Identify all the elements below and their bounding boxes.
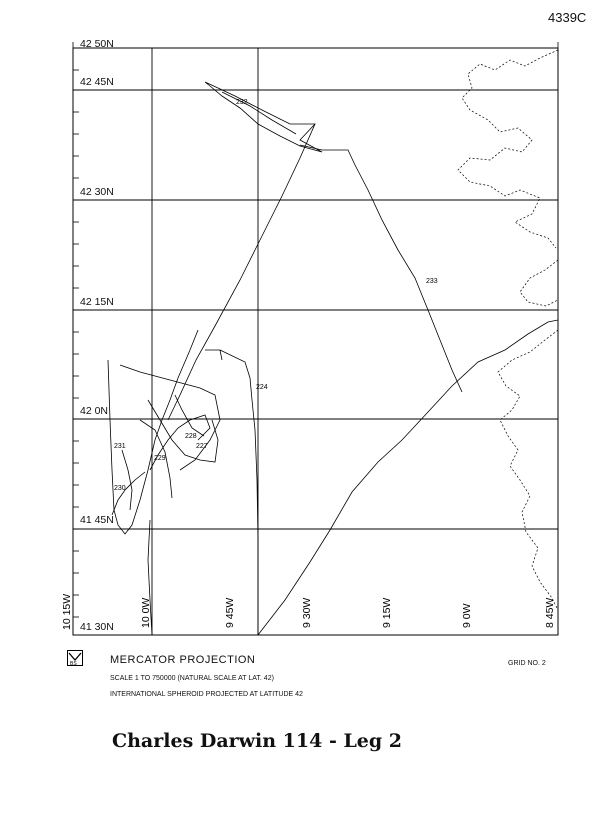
track-label-233: 233	[426, 278, 438, 285]
lat-label-42-50N: 42 50N	[80, 38, 114, 50]
track-leg-southeast	[258, 320, 558, 635]
bs-logo-icon	[67, 650, 83, 666]
lat-label-42-30N: 42 30N	[80, 186, 114, 198]
lon-label-8-45W: 8 45W	[544, 597, 556, 628]
track-transect	[168, 124, 315, 420]
coastline	[458, 50, 558, 610]
grid-number: GRID NO. 2	[508, 660, 546, 667]
projection-scale: SCALE 1 TO 750000 (NATURAL SCALE AT LAT. 42)	[110, 675, 274, 682]
track-label-224: 224	[256, 384, 268, 391]
svg-text:BS: BS	[70, 661, 77, 666]
lat-label-41-45N: 41 45N	[80, 514, 114, 526]
lat-label-42-15N: 42 15N	[80, 296, 114, 308]
lat-label-41-30N: 41 30N	[80, 621, 114, 633]
ship-track	[108, 82, 558, 635]
document-id: 4339C	[548, 10, 587, 25]
longitude-labels	[61, 594, 556, 630]
lon-label-9-0W: 9 0W	[461, 603, 473, 628]
map-frame	[73, 48, 558, 635]
track-label-227: 227	[196, 443, 208, 450]
track-label-232: 232	[236, 99, 248, 106]
lat-label-42-45N: 42 45N	[80, 76, 114, 88]
lat-label-42-0N: 42 0N	[80, 405, 109, 417]
lon-label-10-0W: 10 0W	[140, 597, 152, 628]
track-label-231: 231	[114, 443, 126, 450]
lon-label-9-30W: 9 30W	[301, 597, 313, 628]
document-title: Charles Darwin 114 - Leg 2	[112, 730, 403, 752]
lon-label-10-15W: 10 15W	[61, 593, 73, 630]
edge-ticks	[73, 42, 558, 617]
track-label-228: 228	[185, 433, 197, 440]
track-labels	[114, 99, 438, 492]
projection-spheroid: INTERNATIONAL SPHEROID PROJECTED AT LATITUDE 42	[110, 691, 303, 698]
longitude-grid	[152, 48, 258, 635]
track-label-230: 230	[114, 485, 126, 492]
lon-label-9-15W: 9 15W	[381, 597, 393, 628]
latitude-grid	[73, 90, 558, 529]
lon-label-9-45W: 9 45W	[224, 597, 236, 628]
track-survey-south	[220, 350, 258, 635]
projection-title: MERCATOR PROJECTION	[110, 654, 256, 666]
track-leg-north	[300, 145, 462, 392]
track-label-229: 229	[154, 455, 166, 462]
